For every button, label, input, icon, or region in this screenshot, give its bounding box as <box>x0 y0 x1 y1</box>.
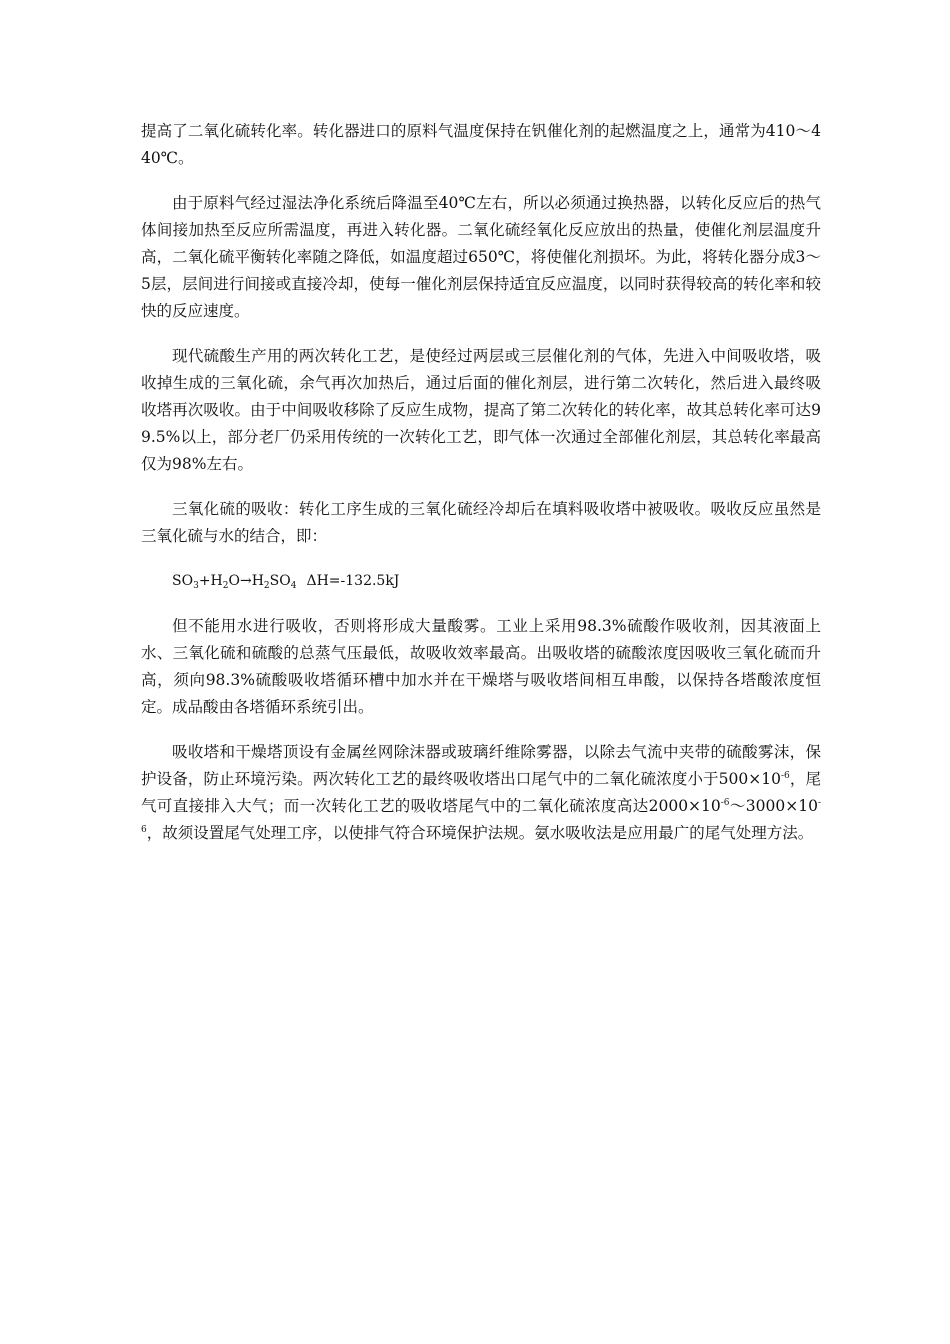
paragraph-acid-mist: 但不能用水进行吸收，否则将形成大量酸雾。工业上采用98.3%硫酸作吸收剂，因其液面上水、三氧化硫和硫酸的总蒸气压最低，故吸收效率最高。出吸收塔的硫酸浓度因吸收三氧化硫而升高，须向98.3%硫酸吸收塔循环槽中加水并在干燥塔与吸收塔间相互串酸，以保持各塔酸浓度恒定。成品酸由各塔循环系统引出。 <box>141 617 821 716</box>
eq-so4: SO <box>269 573 291 589</box>
eq-enthalpy: ΔH=-132.5kJ <box>306 573 400 589</box>
reaction-equation <box>141 568 821 595</box>
paragraph-conversion-rate: 提高了二氧化硫转化率。转化器进口的原料气温度保持在钒催化剂的起燃温度之上，通常为410～440℃。 <box>141 122 821 167</box>
paragraph-tail-gas <box>141 739 821 847</box>
eq-sub-3: 3 <box>193 581 199 591</box>
eq-so3: SO <box>172 573 194 589</box>
exponent-1: -6 <box>780 771 790 781</box>
exponent-3: -6 <box>141 798 821 835</box>
eq-sub-4: 4 <box>290 581 297 591</box>
tail-gas-part3: ～3000×10 <box>729 797 818 815</box>
eq-arrow: O→H <box>228 573 264 589</box>
eq-sub-2b: 2 <box>263 581 270 591</box>
tail-gas-part2: ，尾气可直接排入大气；而一次转化工艺的吸收塔尾气中的二氧化硫浓度高达2000×10 <box>141 770 821 815</box>
tail-gas-part4: ，故须设置尾气处理工序，以使排气符合环境保护法规。氨水吸收法是应用最广的尾气处理方法。 <box>146 824 814 842</box>
paragraph-heat-exchange: 由于原料气经过湿法净化系统后降温至40℃左右，所以必须通过换热器，以转化反应后的热气体间接加热至反应所需温度，再进入转化器。二氧化硫经氧化反应放出的热量，使催化剂层温度升高，二氧化硫平衡转化率随之降低，如温度超过650℃，将使催化剂损坏。为此，将转化器分成3～5层，层间进行间接或直接冷却，使每一催化剂层保持适宜反应温度，以同时获得较高的转化率和较快的反应速度。 <box>141 194 821 320</box>
eq-sub-2: 2 <box>222 581 229 591</box>
paragraph-double-conversion: 现代硫酸生产用的两次转化工艺，是使经过两层或三层催化剂的气体，先进入中间吸收塔，吸收掉生成的三氧化硫，余气再次加热后，通过后面的催化剂层，进行第二次转化，然后进入最终吸收塔再次吸收。由于中间吸收移除了反应生成物，提高了第二次转化的转化率，故其总转化率可达99.5%以上，部分老厂仍采用传统的一次转化工艺，即气体一次通过全部催化剂层，其总转化率最高仅为98%左右。 <box>141 347 821 473</box>
paragraph-so3-absorption: 三氧化硫的吸收：转化工序生成的三氧化硫经冷却后在填料吸收塔中被吸收。吸收反应虽然是三氧化硫与水的结合，即： <box>141 500 821 545</box>
document-page <box>141 118 821 865</box>
eq-plus-h: +H <box>198 573 223 589</box>
exponent-2: -6 <box>720 798 730 808</box>
tail-gas-part1: 吸收塔和干燥塔顶设有金属丝网除沫器或玻璃纤维除雾器，以除去气流中夹带的硫酸雾沫，保护设备，防止环境污染。两次转化工艺的最终吸收塔出口尾气中的二氧化硫浓度小于500×10 <box>141 743 821 788</box>
